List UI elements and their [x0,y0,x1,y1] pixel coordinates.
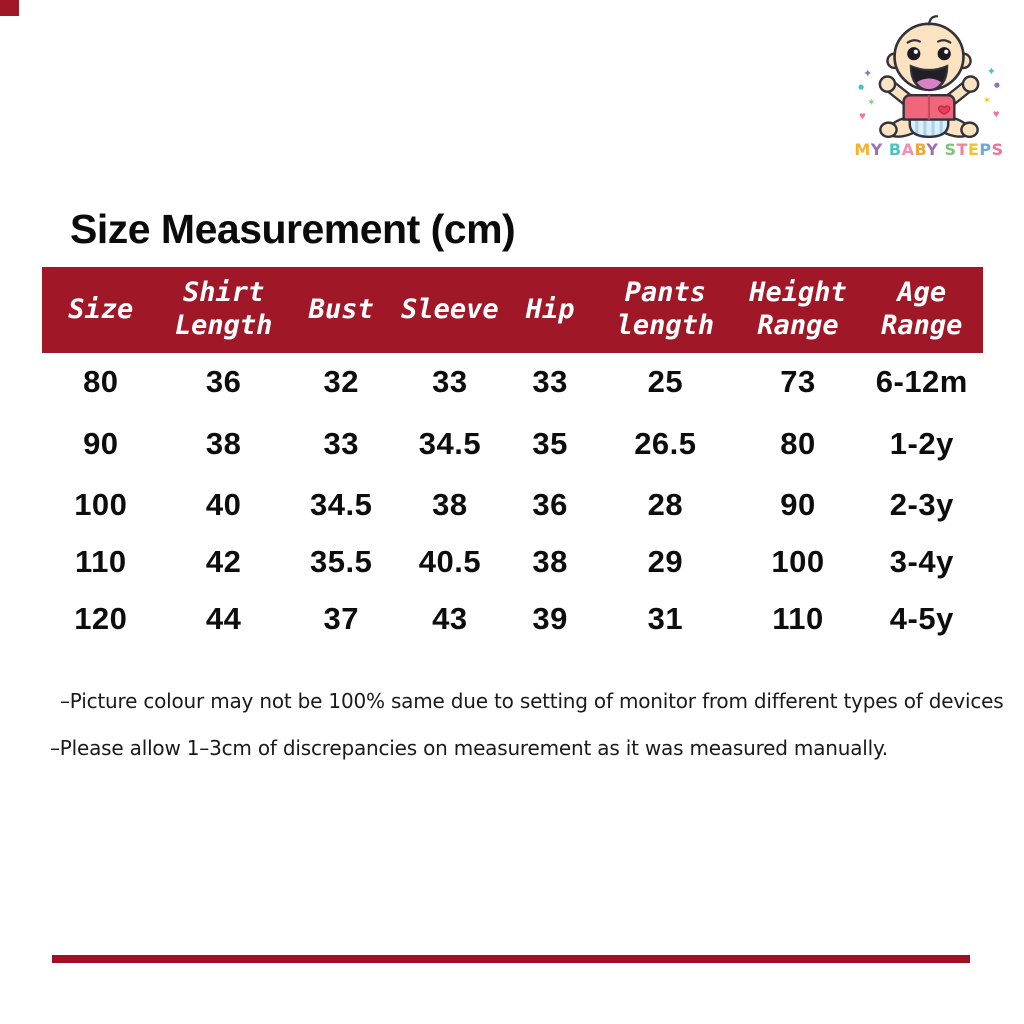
table-cell: 32 [323,364,359,399]
table-cell: 42 [205,543,242,579]
brand-wordmark: MY BABY STEPS [854,140,1004,159]
table-cell: 36 [532,487,568,522]
svg-text:✶: ✶ [867,97,876,109]
col-header-size: Size [42,267,160,353]
col-header-bust: Bust [288,267,395,353]
col-header-shirt-length: Shirt Length [160,267,288,353]
table-row [42,353,983,411]
table-row [42,476,983,534]
bottom-accent-bar [52,955,970,963]
table-cell: 110 [75,543,127,579]
table-cell: 100 [771,543,825,579]
table-cell: 31 [647,601,684,636]
col-header-height-range: Height Range [735,267,860,353]
svg-text:✶: ✶ [982,95,992,107]
note-measurement-disclaimer: –Please allow 1–3cm of discrepancies on measurement as it was measured manually. [50,736,888,760]
svg-text:♥: ♥ [992,108,1000,121]
table-cell: 40.5 [418,543,482,579]
table-cell: 100 [74,487,128,522]
table-cell: 26.5 [634,425,697,461]
table-header-row [42,267,983,353]
table-cell: 33 [323,425,359,461]
table-cell: 38 [205,425,242,461]
col-header-sleeve: Sleeve [395,267,505,353]
table-cell: 110 [772,601,824,636]
table-cell: 40 [205,487,242,522]
table-cell: 90 [780,487,816,522]
baby-illustration [853,12,1005,138]
table-cell: 120 [74,601,128,636]
table-cell: 33 [532,364,568,399]
table-cell: 34.5 [310,487,373,522]
notes-section [50,689,1004,760]
note-colour-disclaimer: –Picture colour may not be 100% same due to setting of monitor from different types of devices [60,689,1004,713]
table-cell: 33 [432,364,468,399]
svg-text:✦: ✦ [986,66,997,78]
col-header-pants-length: Pants length [595,267,735,353]
table-cell: 73 [780,364,816,399]
size-table [42,267,983,649]
table-cell: 3-4y [889,543,954,579]
table-cell: 39 [532,601,568,636]
table-cell: 28 [647,487,684,522]
svg-text:♥: ♥ [859,110,866,123]
table-cell: 38 [432,487,468,522]
table-row [42,411,983,476]
baby-head [887,16,970,90]
table-cell: 1-2y [889,425,954,461]
col-header-age-range: Age Range [861,267,983,353]
table-cell: 80 [83,364,119,399]
table-cell: 90 [83,425,119,461]
brand-logo [843,12,1015,159]
table-cell: 38 [532,543,568,579]
table-cell: 36 [205,364,242,399]
table-cell: 43 [432,601,468,636]
svg-text:✦: ✦ [863,68,873,81]
table-row [42,534,983,589]
table-cell: 44 [205,601,242,636]
table-cell: 80 [780,425,816,461]
table-cell: 4-5y [889,601,954,636]
table-cell: 34.5 [418,425,482,461]
page-title: Size Measurement (cm) [70,206,516,252]
table-row [42,589,983,649]
table-cell: 6-12m [875,364,968,399]
table-cell: 29 [647,543,684,579]
table-cell: 37 [323,601,359,636]
table-cell: 35 [532,425,568,461]
table-cell: 35.5 [310,543,373,579]
col-header-hip: Hip [505,267,595,353]
table-cell: 2-3y [889,487,954,522]
corner-accent-square [0,0,19,16]
baby-shirt [904,95,955,119]
table-cell: 25 [647,364,684,399]
